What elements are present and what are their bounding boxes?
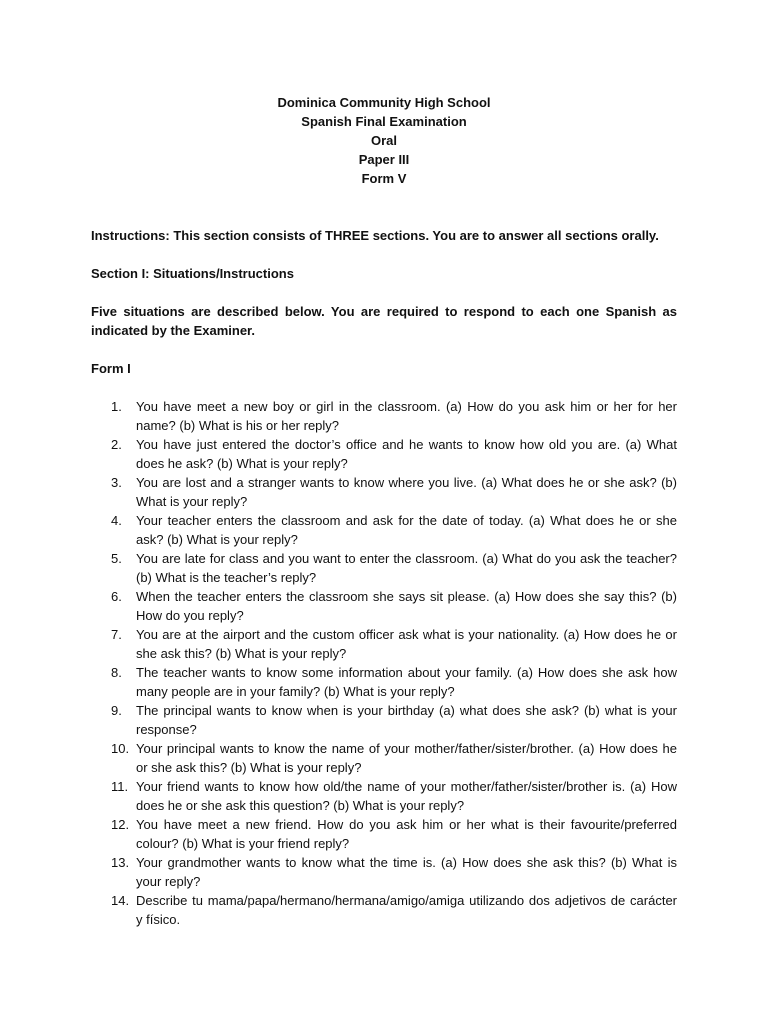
item-text: Your teacher enters the classroom and ask for the date of today. (a) What does he or she ask? (b) What is your reply? xyxy=(136,513,677,547)
list-item xyxy=(91,739,677,777)
item-number: 11. xyxy=(111,779,129,794)
exam-type: Oral xyxy=(370,133,397,148)
item-text: You are late for class and you want to enter the classroom. (a) What do you ask the teacher? (b) What is the teacher’s reply? xyxy=(136,551,677,585)
list-item xyxy=(91,587,677,625)
item-number: 9. xyxy=(111,703,122,718)
item-text: You have meet a new boy or girl in the classroom. (a) How do you ask him or her for her name? (b) What is his or her reply? xyxy=(136,399,677,433)
item-text: The teacher wants to know some information about your family. (a) How does she ask how many people are in your family? (b) What is your reply? xyxy=(136,665,677,699)
list-item xyxy=(91,777,677,815)
item-text: Describe tu mama/papa/hermano/hermana/amigo/amiga utilizando dos adjetivos de carácter y físico. xyxy=(136,893,677,927)
situations-intro: Five situations are described below. You are required to respond to each one Spanish as indicated by the Examiner. xyxy=(91,304,677,338)
exam-title: Spanish Final Examination xyxy=(301,114,467,129)
list-item xyxy=(91,397,677,435)
list-item xyxy=(91,473,677,511)
item-number: 13. xyxy=(111,855,130,870)
item-text: You have just entered the doctor’s office and he wants to know how old you are. (a) What does he ask? (b) What is your reply? xyxy=(136,437,677,471)
paper-number: Paper III xyxy=(358,152,410,167)
list-item xyxy=(91,511,677,549)
section-title: Section I: Situations/Instructions xyxy=(91,266,294,281)
item-number: 12. xyxy=(111,817,130,832)
list-item xyxy=(91,663,677,701)
instructions-text: Instructions: This section consists of THREE sections. You are to answer all sections orally. xyxy=(91,228,659,243)
list-item xyxy=(91,549,677,587)
list-item xyxy=(91,853,677,891)
item-text: Your principal wants to know the name of your mother/father/sister/brother. (a) How does he or she ask this? (b) What is your reply? xyxy=(136,741,677,775)
list-item xyxy=(91,625,677,663)
item-number: 7. xyxy=(111,627,122,642)
item-number: 6. xyxy=(111,589,122,604)
exam-header xyxy=(0,93,768,188)
list-item xyxy=(91,815,677,853)
situations-list xyxy=(91,397,677,929)
item-number: 5. xyxy=(111,551,122,566)
item-number: 2. xyxy=(111,437,122,452)
item-number: 3. xyxy=(111,475,122,490)
item-text: Your friend wants to know how old/the name of your mother/father/sister/brother is. (a) How does he or she ask this question? (b) What is your reply? xyxy=(136,779,677,813)
item-number: 1. xyxy=(111,399,122,414)
item-text: You are lost and a stranger wants to know where you live. (a) What does he or she ask? (b) What is your reply? xyxy=(136,475,677,509)
item-text: You have meet a new friend. How do you ask him or her what is their favourite/preferred colour? (b) What is your friend reply? xyxy=(136,817,677,851)
list-item xyxy=(91,701,677,739)
form-level: Form V xyxy=(361,171,407,186)
item-number: 8. xyxy=(111,665,122,680)
school-name: Dominica Community High School xyxy=(277,95,491,110)
list-item xyxy=(91,435,677,473)
list-item xyxy=(91,891,677,929)
item-number: 14. xyxy=(111,893,130,908)
form-label: Form I xyxy=(91,361,131,376)
item-number: 10. xyxy=(111,741,130,756)
item-text: You are at the airport and the custom officer ask what is your nationality. (a) How does he or she ask this? (b) What is your reply? xyxy=(136,627,677,661)
item-number: 4. xyxy=(111,513,122,528)
item-text: Your grandmother wants to know what the time is. (a) How does she ask this? (b) What is your reply? xyxy=(136,855,677,889)
item-text: The principal wants to know when is your birthday (a) what does she ask? (b) what is your response? xyxy=(136,703,677,737)
item-text: When the teacher enters the classroom she says sit please. (a) How does she say this? (b) How do you reply? xyxy=(136,589,677,623)
